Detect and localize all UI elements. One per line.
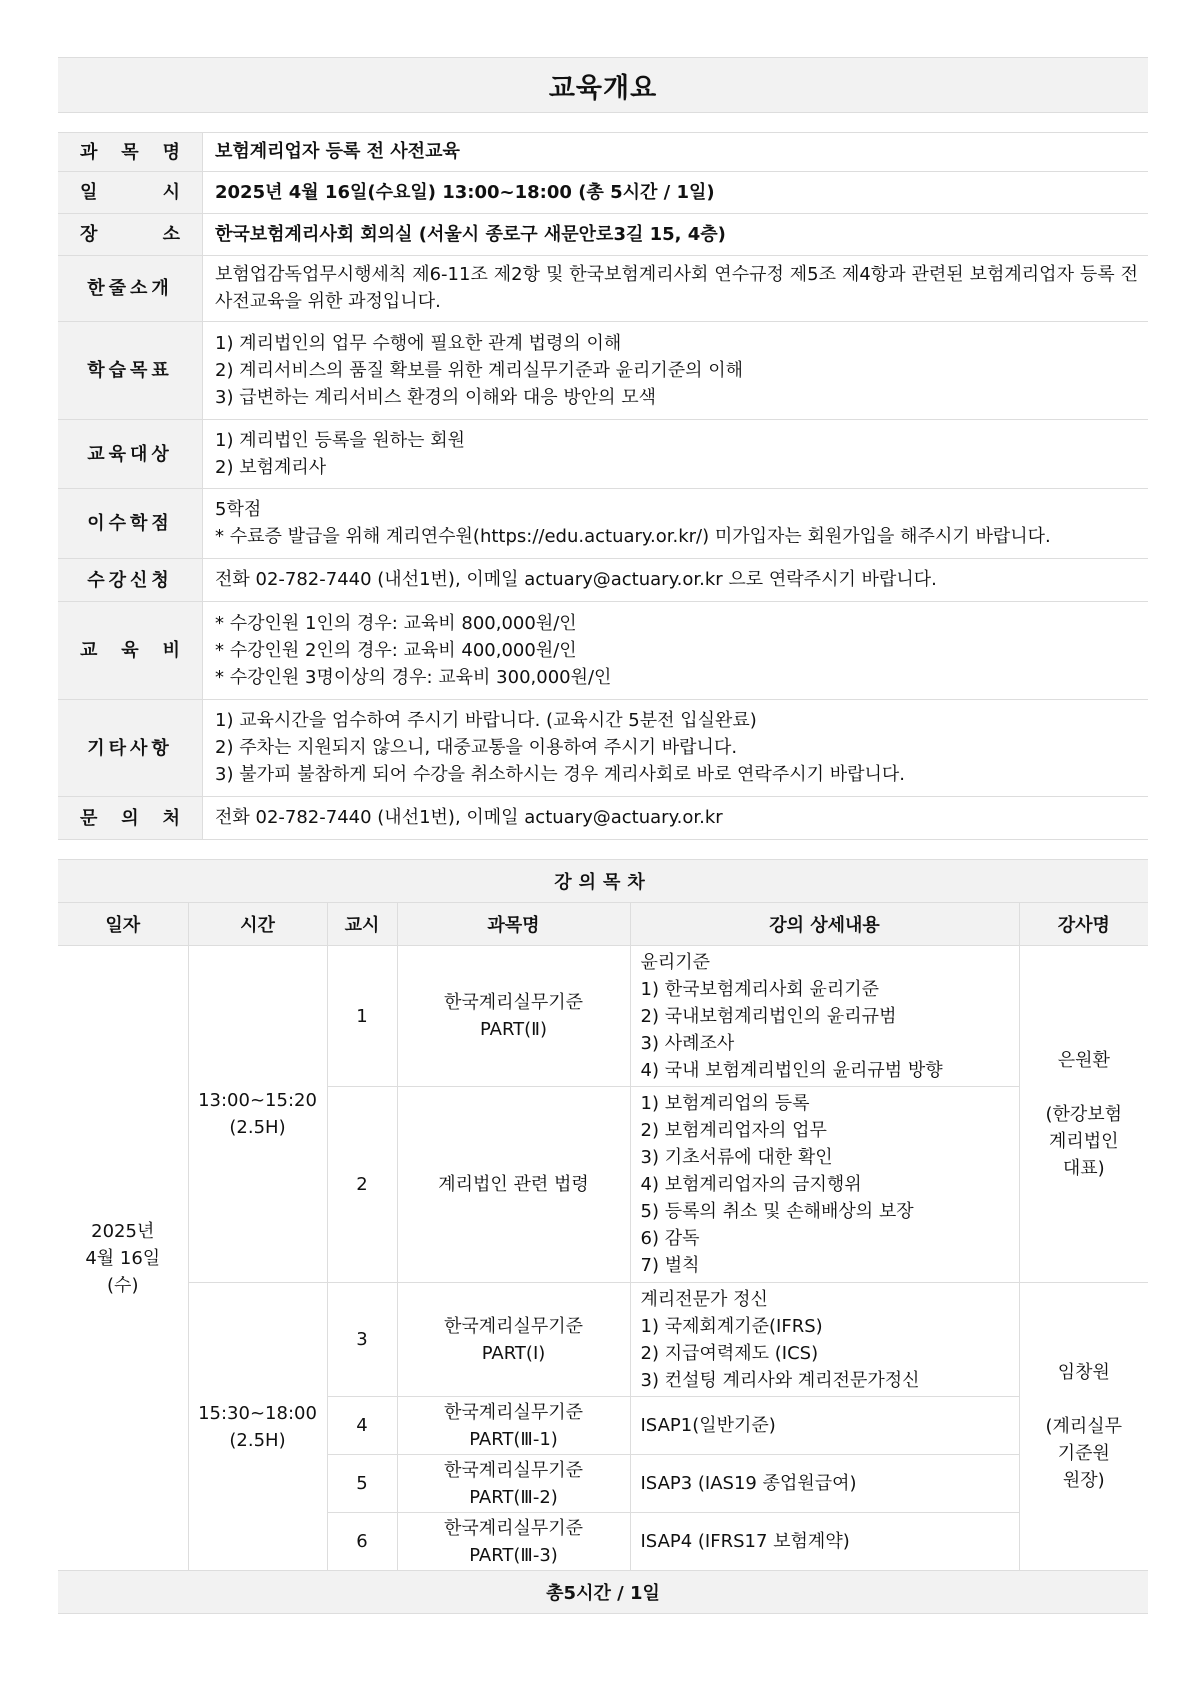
detail-cell: ISAP3 (IAS19 종업원급여) [630, 1455, 1019, 1513]
schedule-total: 총5시간 / 1일 [58, 1571, 1148, 1614]
etc-item: 1) 교육시간을 엄수하여 주시기 바랍니다. (교육시간 5분전 입실완료) [215, 710, 757, 731]
value-credits [203, 489, 1149, 559]
table-row [58, 1283, 1148, 1397]
detail-cell: 1) 보험계리업의 등록 2) 보험계리업자의 업무 3) 기초서류에 대한 확인 4) 보험계리업자의 금지행위 5) 등록의 취소 및 손해배상의 보장 6) 감독 7) 벌칙 [630, 1087, 1019, 1283]
time-cell: 15:30~18:00 (2.5H) [188, 1283, 327, 1571]
period-cell: 4 [327, 1397, 397, 1455]
header-detail: 강의 상세내용 [630, 903, 1019, 946]
header-instructor: 강사명 [1019, 903, 1148, 946]
label-goals: 학습목표 [58, 322, 203, 420]
header-date: 일자 [58, 903, 188, 946]
target-item: 2) 보험계리사 [215, 456, 327, 478]
time-cell: 13:00~15:20 (2.5H) [188, 946, 327, 1283]
document-title: 교육개요 [58, 57, 1148, 113]
subject-cell: 한국계리실무기준 PART(Ⅲ-3) [397, 1513, 630, 1571]
value-intro: 보험업감독업무시행세칙 제6-11조 제2항 및 한국보험계리사회 연수규정 제5조 제4항과 관련된 보험계리업자 등록 전 사전교육을 위한 과정입니다. [203, 256, 1149, 322]
overview-table [58, 132, 1148, 840]
fee-item: * 수강인원 3명이상의 경우: 교육비 300,000원/인 [215, 666, 612, 688]
row-goals [58, 322, 1148, 420]
row-fee [58, 602, 1148, 700]
label-course: 과 목 명 [58, 133, 203, 172]
detail-cell: ISAP1(일반기준) [630, 1397, 1019, 1455]
schedule-header-row [58, 903, 1148, 946]
label-credits: 이수학점 [58, 489, 203, 559]
row-intro [58, 256, 1148, 322]
label-etc: 기타사항 [58, 700, 203, 797]
period-cell: 1 [327, 946, 397, 1087]
value-target [203, 420, 1149, 489]
credits-item: 5학점 [215, 499, 262, 520]
detail-cell: ISAP4 (IFRS17 보험계약) [630, 1513, 1019, 1571]
row-contact [58, 797, 1148, 840]
label-place: 장 소 [58, 214, 203, 256]
goal-item: 2) 계리서비스의 품질 확보를 위한 계리실무기준과 윤리기준의 이해 [215, 359, 743, 381]
value-apply: 전화 02-782-7440 (내선1번), 이메일 actuary@actuary.or.kr 으로 연락주시기 바랍니다. [203, 559, 1149, 602]
header-time: 시간 [188, 903, 327, 946]
period-cell: 6 [327, 1513, 397, 1571]
value-contact: 전화 02-782-7440 (내선1번), 이메일 actuary@actuary.or.kr [203, 797, 1149, 840]
schedule-total-row [58, 1571, 1148, 1614]
value-course: 보험계리업자 등록 전 사전교육 [203, 133, 1149, 172]
instructor-cell: 은원환 (한강보험 계리법인 대표) [1019, 946, 1148, 1283]
subject-cell: 한국계리실무기준 PART(Ⅲ-1) [397, 1397, 630, 1455]
table-row [58, 946, 1148, 1087]
value-goals [203, 322, 1149, 420]
row-target [58, 420, 1148, 489]
schedule-title: 강의목차 [58, 860, 1148, 903]
date-cell: 2025년 4월 16일 (수) [58, 946, 188, 1571]
row-apply [58, 559, 1148, 602]
etc-item: 2) 주차는 지원되지 않으니, 대중교통을 이용하여 주시기 바랍니다. [215, 737, 738, 758]
subject-cell: 계리법인 관련 법령 [397, 1087, 630, 1283]
header-period: 교시 [327, 903, 397, 946]
label-contact: 문 의 처 [58, 797, 203, 840]
label-fee: 교 육 비 [58, 602, 203, 700]
schedule-table [58, 859, 1148, 1614]
period-cell: 5 [327, 1455, 397, 1513]
value-date: 2025년 4월 16일(수요일) 13:00~18:00 (총 5시간 / 1일) [203, 172, 1149, 214]
value-etc [203, 700, 1149, 797]
label-date: 일 시 [58, 172, 203, 214]
fee-item: * 수강인원 2인의 경우: 교육비 400,000원/인 [215, 639, 577, 661]
row-credits [58, 489, 1148, 559]
detail-cell: 계리전문가 정신 1) 국제회계기준(IFRS) 2) 지급여력제도 (ICS) 3) 컨설팅 계리사와 계리전문가정신 [630, 1283, 1019, 1397]
label-intro: 한줄소개 [58, 256, 203, 322]
subject-cell: 한국계리실무기준 PART(Ⅱ) [397, 946, 630, 1087]
credits-item: * 수료증 발급을 위해 계리연수원(https://edu.actuary.or.kr/) 미가입자는 회원가입을 해주시기 바랍니다. [215, 526, 1051, 547]
row-course [58, 133, 1148, 172]
row-place [58, 214, 1148, 256]
schedule-title-row [58, 860, 1148, 903]
goal-item: 1) 계리법인의 업무 수행에 필요한 관계 법령의 이해 [215, 332, 622, 354]
detail-cell: 윤리기준 1) 한국보험계리사회 윤리기준 2) 국내보험계리법인의 윤리규범 3) 사례조사 4) 국내 보험계리법인의 윤리규범 방향 [630, 946, 1019, 1087]
period-cell: 3 [327, 1283, 397, 1397]
period-cell: 2 [327, 1087, 397, 1283]
header-subject: 과목명 [397, 903, 630, 946]
fee-item: * 수강인원 1인의 경우: 교육비 800,000원/인 [215, 612, 577, 634]
target-item: 1) 계리법인 등록을 원하는 회원 [215, 429, 466, 451]
label-target: 교육대상 [58, 420, 203, 489]
subject-cell: 한국계리실무기준 PART(Ⅲ-2) [397, 1455, 630, 1513]
goal-item: 3) 급변하는 계리서비스 환경의 이해와 대응 방안의 모색 [215, 386, 657, 408]
document-page [58, 57, 1148, 1614]
row-etc [58, 700, 1148, 797]
value-fee [203, 602, 1149, 700]
row-date [58, 172, 1148, 214]
label-apply: 수강신청 [58, 559, 203, 602]
subject-cell: 한국계리실무기준 PART(Ⅰ) [397, 1283, 630, 1397]
value-place: 한국보험계리사회 회의실 (서울시 종로구 새문안로3길 15, 4층) [203, 214, 1149, 256]
instructor-cell: 임창원 (계리실무 기준원 원장) [1019, 1283, 1148, 1571]
etc-item: 3) 불가피 불참하게 되어 수강을 취소하시는 경우 계리사회로 바로 연락주시기 바랍니다. [215, 764, 905, 785]
